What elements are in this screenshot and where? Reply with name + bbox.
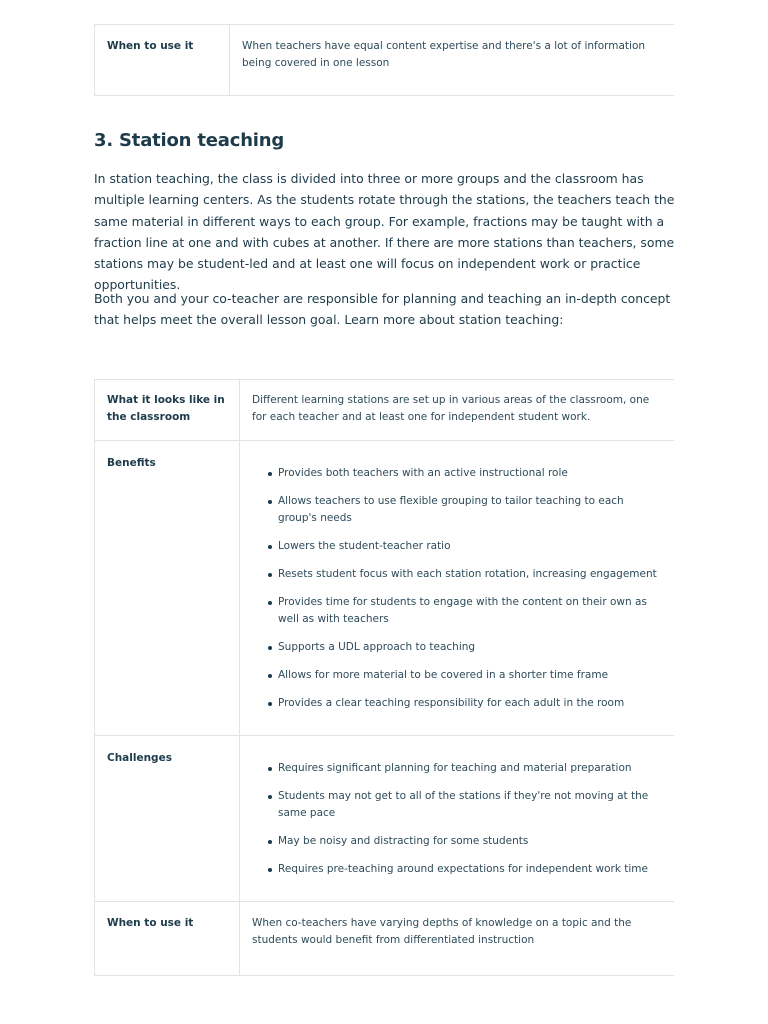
list-item: Provides a clear teaching responsibility for each adult in the room <box>278 695 662 712</box>
list-item: Resets student focus with each station rotation, increasing engagement <box>278 566 662 583</box>
table-row-benefits <box>95 441 674 736</box>
when-to-use-label: When to use it <box>107 40 194 52</box>
station-teaching-table <box>94 379 674 976</box>
looks-like-content: Different learning stations are set up in various areas of the classroom, one for each teacher and at least one for independent student work. <box>239 380 674 440</box>
challenges-list <box>252 760 662 878</box>
when-to-use-content: When teachers have equal content expertise and there's a lot of information being covered in one lesson <box>229 25 674 95</box>
challenges-content <box>239 736 674 901</box>
list-item: May be noisy and distracting for some students <box>278 833 662 850</box>
looks-like-label: What it looks like in the classroom <box>107 394 225 423</box>
responsibility-paragraph: Both you and your co-teacher are responsible for planning and teaching an in-depth concept that helps meet the overall lesson goal. Learn more about station teaching: <box>94 291 671 328</box>
list-item: Students may not get to all of the stations if they're not moving at the same pace <box>278 788 662 822</box>
table-row-looks-like <box>95 380 674 441</box>
challenges-label: Challenges <box>107 752 172 764</box>
list-item: Requires significant planning for teaching and material preparation <box>278 760 662 777</box>
intro-paragraph: In station teaching, the class is divided into three or more groups and the classroom has multiple learning centers. As the students rotate through the stations, the teachers teach the same material in different ways to each group. For example, fractions may be taught with a fraction line at one and with cubes at another. If there are more stations than teachers, some stations may be student-led and at least one will focus on independent work or practice opportunities. <box>94 171 675 293</box>
section-title: 3. Station teaching <box>94 130 285 151</box>
list-item: Allows teachers to use flexible grouping to tailor teaching to each group's needs <box>278 493 662 527</box>
list-item: Supports a UDL approach to teaching <box>278 639 662 656</box>
list-item: Provides time for students to engage with the content on their own as well as with teachers <box>278 594 662 628</box>
list-item: Requires pre-teaching around expectations for independent work time <box>278 861 662 878</box>
benefits-label: Benefits <box>107 457 156 469</box>
benefits-list <box>252 465 662 712</box>
list-item: Provides both teachers with an active instructional role <box>278 465 662 482</box>
table-row-when-to-use <box>95 902 674 976</box>
when-label: When to use it <box>107 917 194 929</box>
when-content: When co-teachers have varying depths of knowledge on a topic and the students would benefit from differentiated instruction <box>239 902 674 975</box>
co-teaching-table-fragment <box>94 24 674 96</box>
list-item: Lowers the student-teacher ratio <box>278 538 662 555</box>
list-item: Allows for more material to be covered in a shorter time frame <box>278 667 662 684</box>
benefits-content <box>239 441 674 735</box>
table-row-challenges <box>95 736 674 902</box>
